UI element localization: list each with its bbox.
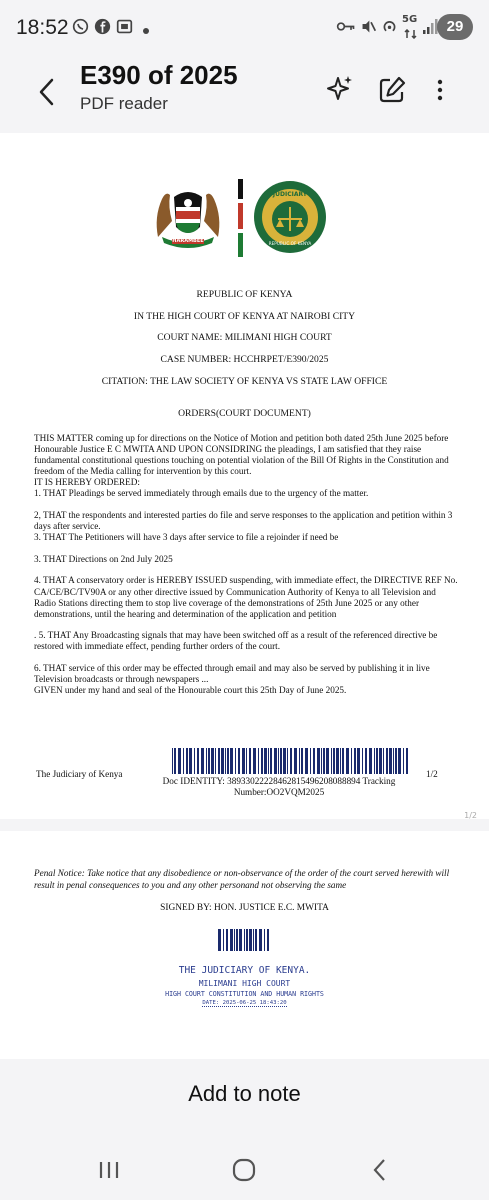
home-icon [230,1156,258,1184]
facebook-icon [94,18,111,39]
header-line-republic: REPUBLIC OF KENYA [196,289,293,300]
status-bar [0,0,489,56]
nav-back-button[interactable] [366,1156,394,1184]
app-subtitle: PDF reader [80,94,168,113]
stamp-date-text: DATE: 2025-06-25 18:43:20 [202,1000,287,1006]
key-icon [336,18,356,39]
paragraph-order-5: . 5. THAT Any Broadcasting signals that may have been switched off as a result of the referenced directive be restored with immediate effect, pending further orders of the court. [34,630,438,652]
hotspot-icon [381,18,398,39]
coat-of-arms-motto: HARAMBEE [172,238,204,244]
stamp-line-3: HIGH COURT CONSTITUTION AND HUMAN RIGHTS [165,990,324,998]
battery-indicator: 29 [437,14,473,40]
page-indicator: 1/2 [464,811,477,820]
penal-notice: Penal Notice: Take notice that any disobedience or non-observance of the order of the court served herewith will result in penal consequences to you and any other personand not observing the same [34,868,450,890]
header-line-court: IN THE HIGH COURT OF KENYA AT NAIROBI CITY [133,311,356,322]
footer-doc-identity [148,776,410,798]
pdf-page-2[interactable] [0,831,489,1059]
nav-back-icon [366,1156,394,1184]
header-line-orders: ORDERS(COURT DOCUMENT) [178,408,311,419]
header-line-court-name: COURT NAME: MILIMANI HIGH COURT [157,332,332,343]
footer-doc-identity-line2: Number:OO2VQM2025 [233,787,325,797]
footer-page-number: 1/2 [426,769,438,779]
signal-icon [422,18,438,39]
app-bar [0,56,489,128]
footer-judiciary: The Judiciary of Kenya [36,769,123,779]
data-arrows-icon [404,24,418,43]
sparkle-icon [322,72,358,108]
navigation-bar [0,1136,489,1200]
signed-by: SIGNED BY: HON. JUSTICE E.C. MWITA [160,903,329,913]
pdf-page-1[interactable] [0,133,489,819]
edit-button[interactable] [374,72,410,108]
more-options-button[interactable] [424,72,460,108]
stamp-line-1: THE JUDICIARY OF KENYA. [178,965,311,976]
dot-icon [142,20,150,39]
network-type-label: 5G [402,14,418,25]
gallery-icon [116,18,133,39]
home-button[interactable] [230,1156,258,1184]
document-title: E390 of 2025 [80,60,238,90]
stamp-line-2: MILIMANI HIGH COURT [198,979,291,988]
mute-icon [360,18,377,39]
stamp-date [0,1000,489,1006]
more-vert-icon [424,72,460,108]
orders-body [34,433,460,707]
back-button[interactable] [30,72,66,112]
paragraph-order-3: 3. THAT Directions on 2nd July 2025 [34,553,173,564]
flag-divider [238,179,243,257]
judiciary-seal-icon [252,179,328,255]
judiciary-seal-top-text: JUDICIARY [272,191,308,198]
status-time: 18:52 [16,16,69,39]
add-to-note-button[interactable]: Add to note [0,1062,489,1136]
header-line-citation: CITATION: THE LAW SOCIETY OF KENYA VS STATE LAW OFFICE [101,376,388,387]
signature-barcode [218,929,270,951]
back-arrow-icon [30,72,66,112]
tracking-barcode [172,748,408,774]
paragraph-order-4: 4. THAT A conservatory order is HEREBY ISSUED suspending, with immediate effect, the DIRECTIVE REF No. CA/CE/BC/TV90A or any other directive issued by Communication Authority of Kenya to all Television and Radio Stations directing them to stop live coverage of the demonstrations of 25th June 2025 or any other demonstrations, until the hearing and determination of the application and petition [34,575,458,619]
ai-assist-button[interactable] [322,72,358,108]
header-line-case-number: CASE NUMBER: HCCHRPET/E390/2025 [160,354,329,365]
paragraph-order-6: 6. THAT service of this order may be effected through email and may also be served by publishing it in live Television broadcasts or through newspapers ... GIVEN under my hand and seal of the Honourable court this 25th Day of June 2025. [34,663,430,696]
whatsapp-icon [72,18,89,39]
paragraph-intro: THIS MATTER coming up for directions on the Notice of Motion and petition both dated 25th June 2025 before Honourable Justice E C MWITA AND UPON CONSIDRING the pleadings, I am satisfied that they raise fundamental constitutional questions touching on potential violation of the Bill Of Rights in the Constitution and freedom of the Media calling for intervention by this court. IT IS HEREBY ORDERED: 1. THAT Pleadings be served immediately through emails due to the urgency of the matter. [34,433,449,499]
edit-pencil-icon [374,72,410,108]
kenya-coat-of-arms-icon [148,177,228,251]
paragraph-order-2: 2, THAT the respondents and interested parties do file and serve responses to the application and petition within 3 days after service. 3. THAT The Petitioners will have 3 days after service to file a rejoinder if need be [34,510,453,543]
judiciary-seal-bottom-text: REPUBLIC OF KENYA [268,241,312,246]
recent-apps-icon [96,1156,124,1184]
footer-doc-identity-line1: Doc IDENTITY: 38933022228462815496208088894 Tracking [162,776,396,786]
recent-apps-button[interactable] [96,1156,124,1184]
